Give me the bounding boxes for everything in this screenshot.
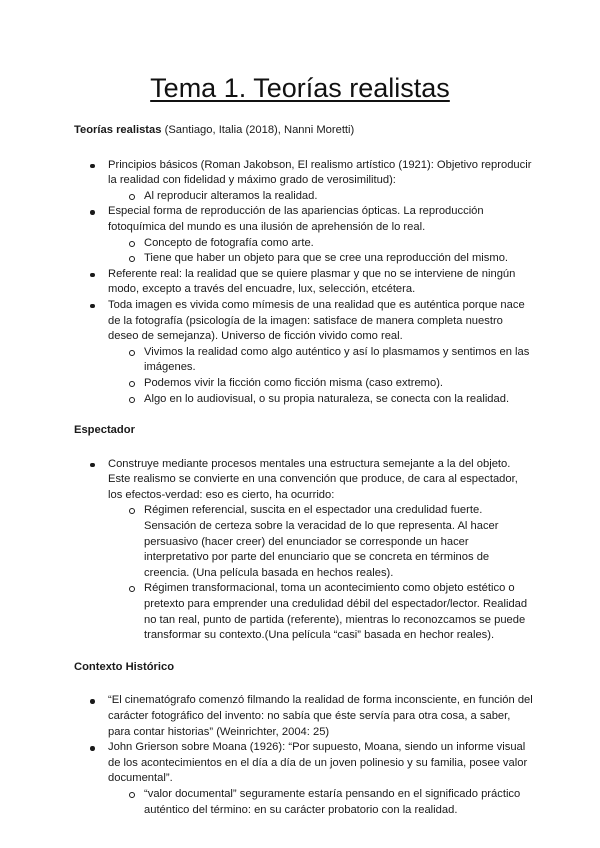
- sub-list: [108, 787, 534, 818]
- list-item: [74, 298, 534, 407]
- intro-bold: Teorías realistas: [74, 124, 162, 136]
- list-item: [74, 457, 534, 644]
- sub-list-item: Régimen transformacional, toma un acontecimiento como objeto estético o pretexto para emprender una credulidad débil del espectador/lector. Realidad no tan real, punto de partida (referente), mientras lo reconozcamos se puede transformar su contexto.(Una película “casi” basada en hechor reales).: [108, 581, 534, 643]
- list-item-text: John Grierson sobre Moana (1926): “Por supuesto, Moana, siendo un informe visual de los acontecimientos en el día a día de un joven polinesio y su familia, posee valor documental”.: [108, 741, 528, 785]
- intro-rest: (Santiago, Italia (2018), Nanni Moretti): [161, 124, 355, 136]
- list-item-text: Toda imagen es vivida como mímesis de una realidad que es auténtica porque nace de la fotografía (psicología de la imagen: satisface de manera completa nuestro deseo de semejanza). Universo de ficción vivido como real.: [108, 298, 525, 343]
- section1-list: [74, 158, 534, 408]
- sub-list-item: Podemos vivir la ficción como ficción misma (caso extremo).: [108, 376, 534, 392]
- intro-line: [74, 123, 534, 139]
- document-body: [74, 123, 534, 818]
- list-item-text: “El cinematógrafo comenzó filmando la realidad de forma inconsciente, en función del carácter fotográfico del invento: no sabía que éste servía para otra cosa, a saber, para contar historias” (Weinrichter, 2004: 25): [108, 694, 533, 738]
- list-item: [74, 158, 534, 205]
- sub-list-item: Vivimos la realidad como algo auténtico y así lo plasmamos y sentimos en las imágenes.: [108, 345, 534, 376]
- sub-list: [108, 236, 534, 267]
- list-item-text: Construye mediante procesos mentales una estructura semejante a la del objeto. Este realismo se convierte en una convención que produce, de cara al espectador, los efectos-verdad: eso es cierto, ha ocurrido:: [108, 457, 518, 501]
- list-item: [74, 740, 534, 818]
- list-item-text: Referente real: la realidad que se quiere plasmar y que no se interviene de ningún modo, excepto a través del encuadre, lux, selección, etcétera.: [108, 267, 516, 296]
- sub-list: [108, 345, 534, 407]
- sub-list: [108, 189, 534, 205]
- sub-list-item: Algo en lo audiovisual, o su propia naturaleza, se conecta con la realidad.: [108, 392, 534, 408]
- list-item: [74, 204, 534, 266]
- list-item-text: Especial forma de reproducción de las apariencias ópticas. La reproducción fotoquímica del mundo es una ilusión de aprehensión de lo real.: [108, 205, 484, 233]
- list-item: [74, 267, 534, 298]
- sub-list-item: Tiene que haber un objeto para que se cree una reproducción del mismo.: [108, 251, 534, 267]
- sub-list-item: “valor documental” seguramente estaría pensando en el significado práctico auténtico del término: en su carácter probatorio con la realidad.: [108, 787, 534, 818]
- section2-list: [74, 457, 534, 644]
- list-item: [74, 693, 534, 740]
- section-heading-espectador: Espectador: [74, 424, 135, 437]
- sub-list-item: Régimen referencial, suscita en el espectador una credulidad fuerte. Sensación de certeza sobre la veracidad de lo que representa. Al hacer persuasivo (hacer creer) del enunciador se corresponde un hacer interpretativo por parte del enunciario que se concreta en términos de creencia. (Una película basada en hechos reales).: [108, 503, 534, 581]
- section3-list: [74, 693, 534, 818]
- list-item-text: Principios básicos (Roman Jakobson, El realismo artístico (1921): Objetivo reproducir la realidad con fidelidad y máximo grado de verosimilitud):: [108, 158, 532, 187]
- sub-list-item: Al reproducir alteramos la realidad.: [108, 189, 534, 205]
- page-title: Tema 1. Teorías realistas: [150, 73, 450, 103]
- section-heading-contexto: Contexto Histórico: [74, 660, 175, 673]
- sub-list: [108, 503, 534, 643]
- sub-list-item: Concepto de fotografía como arte.: [108, 236, 534, 252]
